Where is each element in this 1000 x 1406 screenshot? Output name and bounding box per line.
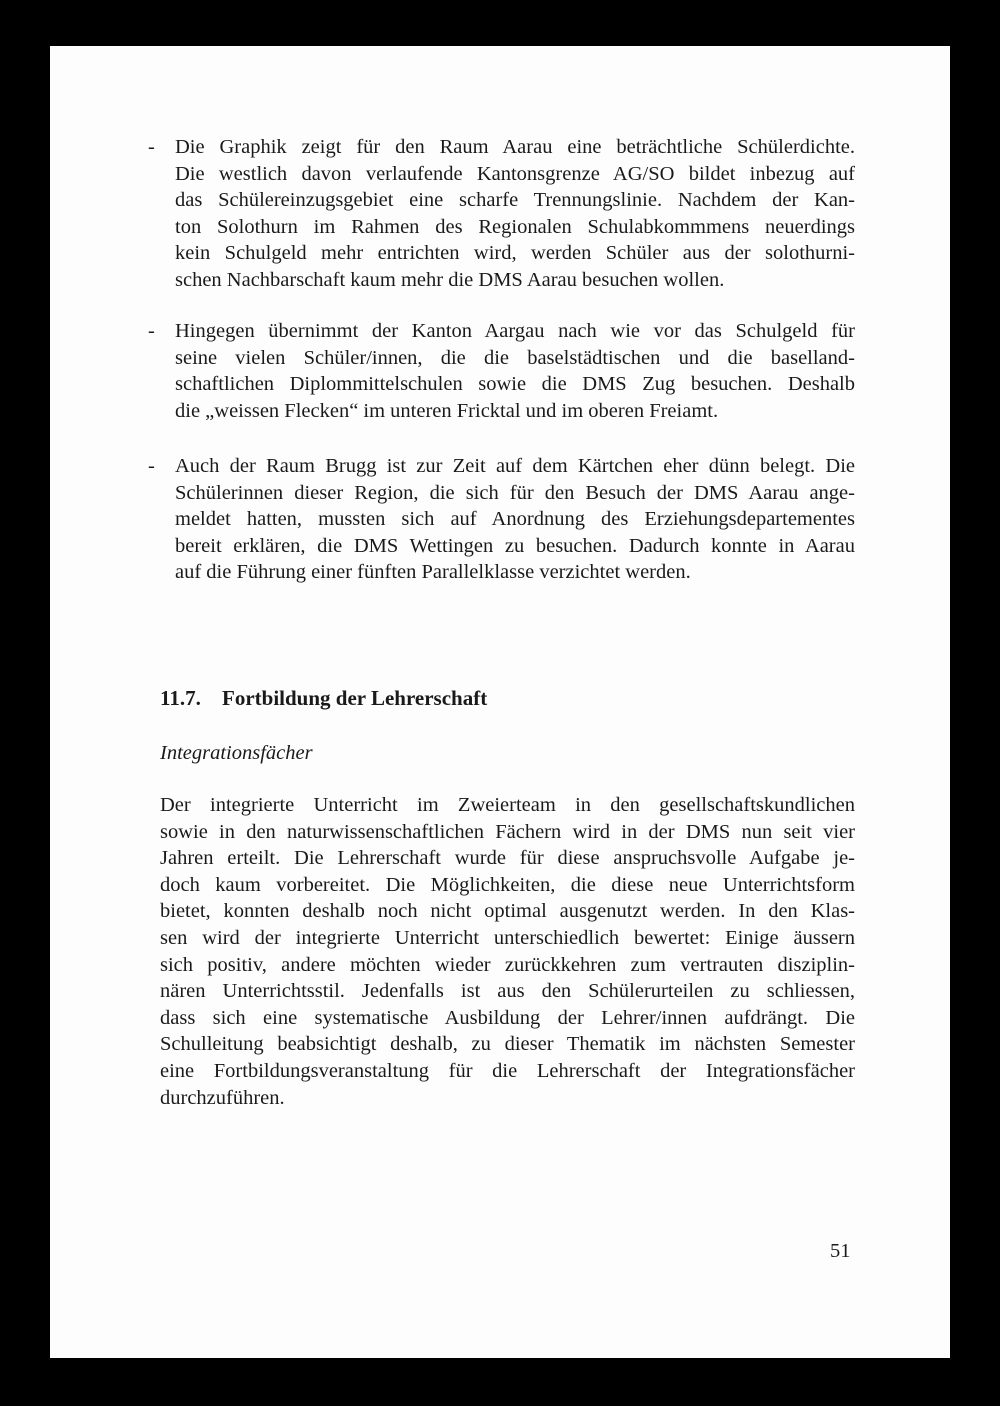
- bullet-text-line: die „weissen Flecken“ im unteren Fricktal und im oberen Freiamt.: [175, 399, 719, 422]
- section-heading: [160, 686, 487, 711]
- bullet-text-line: Die westlich davon verlaufende Kantonsgrenze AG/SO bildet inbezug auf: [175, 162, 855, 185]
- bullet-text-line: auf die Führung einer fünften Parallelklasse verzichtet werden.: [175, 561, 691, 583]
- body-text-line: doch kaum vorbereitet. Die Möglichkeiten, die diese neue Unterrichtsform: [160, 873, 855, 896]
- section-number: 11.7.: [160, 686, 201, 710]
- body-text-line: sich positiv, andere möchten wieder zurückkehren zum vertrauten disziplin-: [160, 953, 855, 976]
- bullet-text-line: Schülerinnen dieser Region, die sich für den Besuch der DMS Aarau ange-: [175, 481, 855, 504]
- bullet-marker: -: [148, 320, 155, 342]
- body-text-line: Der integrierte Unterricht im Zweierteam in den gesellschaftskundlichen: [160, 794, 855, 816]
- bullet-text-line: Auch der Raum Brugg ist zur Zeit auf dem Kärtchen eher dünn belegt. Die: [175, 455, 855, 477]
- document-page: [50, 46, 950, 1358]
- bullet-text-line: bereit erklären, die DMS Wettingen zu besuchen. Dadurch konnte in Aarau: [175, 534, 855, 557]
- bullet-text-line: schen Nachbarschaft kaum mehr die DMS Aarau besuchen wollen.: [175, 268, 725, 291]
- bullet-text-line: kein Schulgeld mehr entrichten wird, werden Schüler aus der solothurni-: [175, 242, 855, 264]
- bullet-text-line: das Schülereinzugsgebiet eine scharfe Trennungslinie. Nachdem der Kan-: [175, 189, 855, 211]
- body-text-line: Schulleitung beabsichtigt deshalb, zu dieser Thematik im nächsten Semester: [160, 1033, 855, 1056]
- bullet-text-line: meldet hatten, mussten sich auf Anordnung des Erziehungsdepartementes: [175, 508, 855, 530]
- bullet-text-line: Die Graphik zeigt für den Raum Aarau eine beträchtliche Schülerdichte.: [175, 136, 855, 158]
- bullet-marker: -: [148, 136, 155, 158]
- subsection-heading: Integrationsfächer: [160, 742, 313, 764]
- bullet-text-line: Hingegen übernimmt der Kanton Aargau nach wie vor das Schulgeld für: [175, 320, 855, 342]
- body-text-line: eine Fortbildungsveranstaltung für die Lehrerschaft der Integrationsfächer: [160, 1060, 855, 1082]
- body-text-line: nären Unterrichtsstil. Jedenfalls ist aus den Schülerurteilen zu schliessen,: [160, 980, 855, 1003]
- body-text-line: durchzuführen.: [160, 1086, 285, 1109]
- bullet-text-line: seine vielen Schüler/innen, die die baselstädtischen und die baselland-: [175, 346, 855, 369]
- bullet-text-line: schaftlichen Diplommittelschulen sowie die DMS Zug besuchen. Deshalb: [175, 373, 855, 395]
- body-text-line: sowie in den naturwissenschaftlichen Fächern wird in der DMS nun seit vier: [160, 820, 855, 843]
- page-number: 51: [830, 1240, 851, 1262]
- body-text-line: bietet, konnten deshalb noch nicht optimal ausgenutzt werden. In den Klas-: [160, 900, 855, 923]
- section-title: Fortbildung der Lehrerschaft: [222, 686, 488, 710]
- bullet-marker: -: [148, 455, 155, 477]
- body-text-line: dass sich eine systematische Ausbildung der Lehrer/innen aufdrängt. Die: [160, 1006, 855, 1029]
- bullet-text-line: ton Solothurn im Rahmen des Regionalen Schulabkommmens neuerdings: [175, 215, 855, 238]
- body-text-line: sen wird der integrierte Unterricht unterschiedlich bewertet: Einige äussern: [160, 927, 855, 949]
- body-text-line: Jahren erteilt. Die Lehrerschaft wurde für diese anspruchsvolle Aufgabe je-: [160, 847, 855, 870]
